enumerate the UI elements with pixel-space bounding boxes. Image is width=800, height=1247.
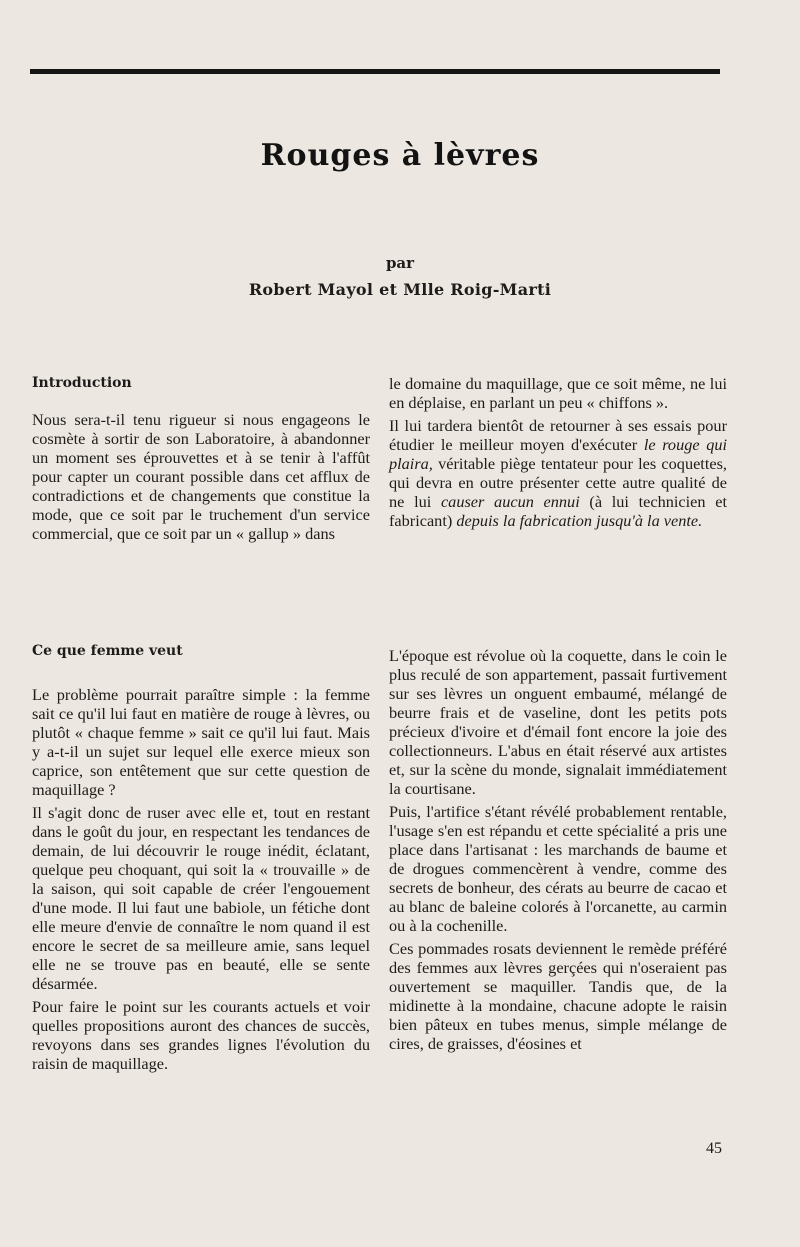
section-ce-que-femme-veut [32, 642, 370, 1077]
italic-text: causer aucun ennui [440, 492, 580, 511]
article-title: Rouges à lèvres [260, 138, 540, 173]
text-run: véritable piège tentateur pour les coquettes, qui devra en outre présenter cette autre qualité de ne lui [389, 454, 727, 511]
paragraph [389, 416, 727, 530]
section-heading: Introduction [32, 375, 132, 391]
paragraph: L'époque est révolue où la coquette, dans le coin le plus reculé de son appartement, passait furtivement sur ses lèvres un onguent embaumé, mélangé de beurre frais et de vaseline, dont les petits pots précieux d'ivoire et d'émail font encore la joie des collectionneurs. L'abus en était réservé aux artistes et, sur la scène du monde, signalait immédiatement la courtisane. [389, 646, 727, 798]
paragraph: Pour faire le point sur les courants actuels et voir quelles propositions auront des chances de succès, revoyons dans ses grandes lignes l'évolution du raisin de maquillage. [32, 997, 370, 1073]
paragraph: Puis, l'artifice s'étant révélé probablement rentable, l'usage s'en est répandu et cette spécialité a pris une place dans l'artisanat : les marchands de baume et de drogues commencèrent à vendre, comme des secrets de bonheur, des cérats au beurre de cacao et au blanc de baleine colorés à l'orcanette, au carmin ou à la cochenille. [389, 802, 727, 935]
text-run: Il lui tardera bientôt de retourner à ses essais pour étudier le meilleur moyen d'exécuter [389, 416, 727, 454]
paragraph: Le problème pourrait paraître simple : la femme sait ce qu'il lui faut en matière de rouge à lèvres, ou plutôt « chaque femme » sait ce qu'il lui faut. Mais y a-t-il un sujet sur lequel elle exerce mieux son caprice, son entêtement que sur cette question de maquillage ? [32, 685, 370, 799]
section-heading: Ce que femme veut [32, 643, 183, 659]
italic-text: le rouge qui plaira, [389, 435, 728, 473]
history-section [389, 646, 727, 1057]
paragraph: Nous sera-t-il tenu rigueur si nous engageons le cosmète à sortir de son Laboratoire, à abandonner un moment ses éprouvettes et à se tenir à l'affût pour capter un courant possible dans cet afflux de contradictions et de changements que constitue la mode, que ce soit par le truchement d'un service commercial, que ce soit par un « gallup » dans [32, 410, 370, 543]
page-number: 45 [706, 1140, 722, 1157]
text-run: (à lui technicien et fabricant) [389, 492, 727, 530]
intro-continuation [389, 374, 727, 534]
paragraph: Il s'agit donc de ruser avec elle et, tout en restant dans le goût du jour, en respectant les tendances de demain, de lui découvrir le rouge inédit, éclatant, quelque peu choquant, qui soit la « trouvaille » de la saison, qui soit capable de créer l'engouement d'une mode. Il lui faut une babiole, un fétiche dont elle meure d'envie de connaître le nom quand il est encore le secret de sa meilleure amie, sans lequel elle ne se trouve pas en beauté, elle se sente désarmée. [32, 803, 370, 993]
section-introduction [32, 374, 370, 547]
article-authors: Robert Mayol et Mlle Roig-Marti [248, 280, 552, 299]
byline-par: par [385, 254, 415, 272]
paragraph: Ces pommades rosats deviennent le remède préféré des femmes aux lèvres gerçées qui n'oseraient pas ouvertement se maquiller. Tandis que, de la midinette à la mondaine, chacune adopte le raisin bien pâteux en tubes menus, simple mélange de cires, de graisses, d'éosines et [389, 939, 727, 1053]
paragraph: le domaine du maquillage, que ce soit même, ne lui en déplaise, en parlant un peu « chiffons ». [389, 374, 727, 412]
italic-text: depuis la fabrication jusqu'à la vente. [456, 511, 703, 530]
top-rule [30, 69, 720, 74]
